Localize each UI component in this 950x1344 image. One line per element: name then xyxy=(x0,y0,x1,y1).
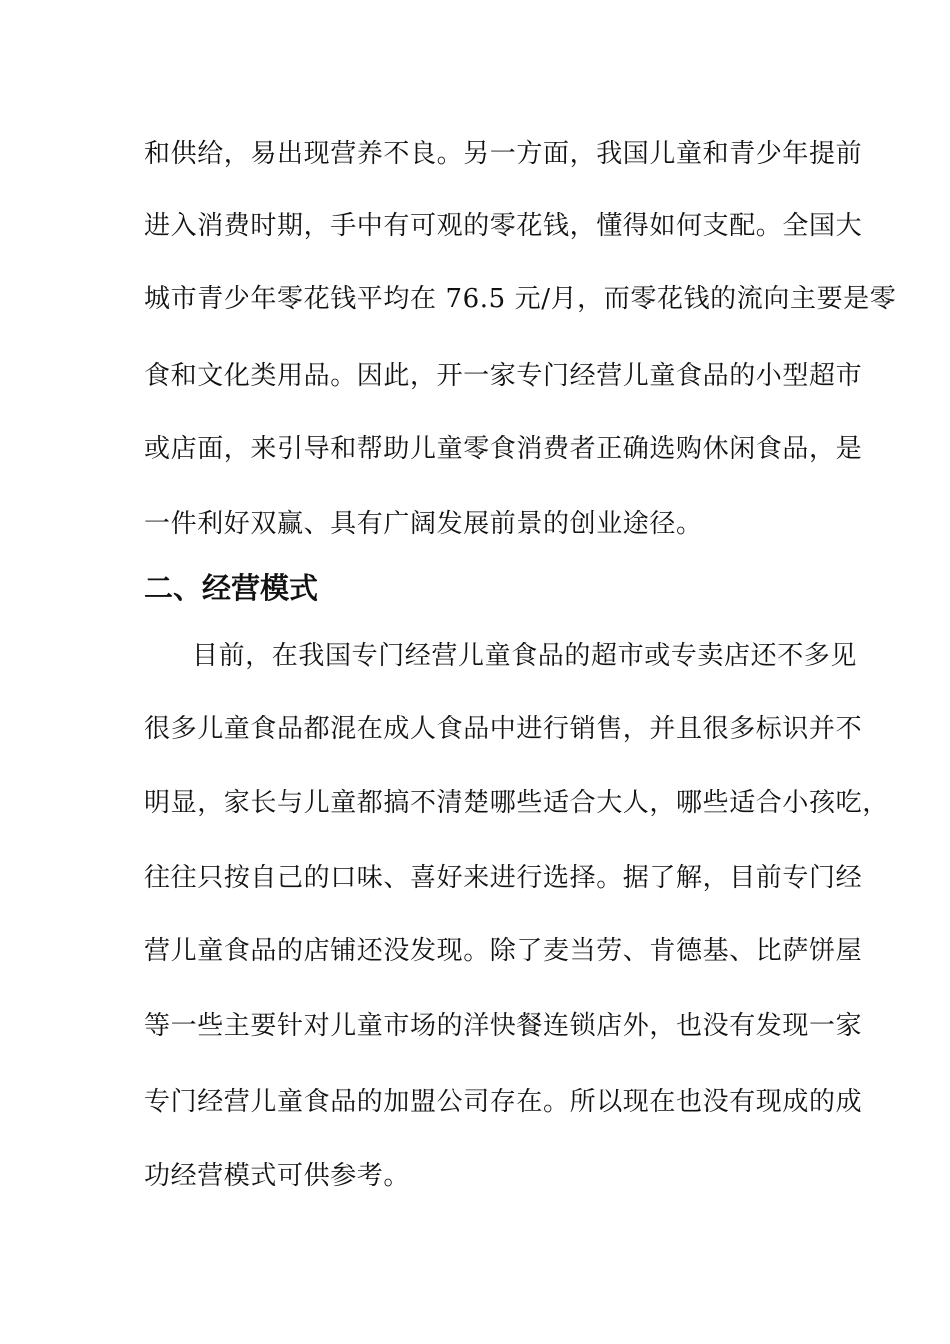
paragraph-line: 营儿童食品的店铺还没发现。除了麦当劳、肯德基、比萨饼屋 xyxy=(144,936,863,966)
paragraph-line: 和供给，易出现营养不良。另一方面，我国儿童和青少年提前 xyxy=(144,139,863,169)
section-heading: 二、经营模式 xyxy=(144,571,319,605)
paragraph-line: 专门经营儿童食品的加盟公司存在。所以现在也没有现成的成 xyxy=(144,1087,863,1117)
paragraph-line: 城市青少年零花钱平均在 76.5 元/月，而零花钱的流向主要是零 xyxy=(144,284,897,314)
paragraph-line: 很多儿童食品都混在成人食品中进行销售，并且很多标识并不 xyxy=(144,714,863,744)
paragraph-line: 功经营模式可供参考。 xyxy=(144,1161,411,1191)
paragraph-line: 明显，家长与儿童都搞不清楚哪些适合大人，哪些适合小孩吃， xyxy=(144,788,889,818)
paragraph-line: 或店面，来引导和帮助儿童零食消费者正确选购休闲食品，是 xyxy=(144,434,863,464)
paragraph-line: 食和文化类用品。因此，开一家专门经营儿童食品的小型超市 xyxy=(144,361,863,391)
paragraph-line: 往往只按自己的口味、喜好来进行选择。据了解，目前专门经 xyxy=(144,863,863,893)
paragraph-line: 目前，在我国专门经营儿童食品的超市或专卖店还不多见 xyxy=(192,641,858,671)
paragraph-line: 进入消费时期，手中有可观的零花钱，懂得如何支配。全国大 xyxy=(144,211,863,241)
paragraph-line: 等一些主要针对儿童市场的洋快餐连锁店外，也没有发现一家 xyxy=(144,1011,863,1041)
paragraph-line: 一件利好双赢、具有广阔发展前景的创业途径。 xyxy=(144,509,703,539)
